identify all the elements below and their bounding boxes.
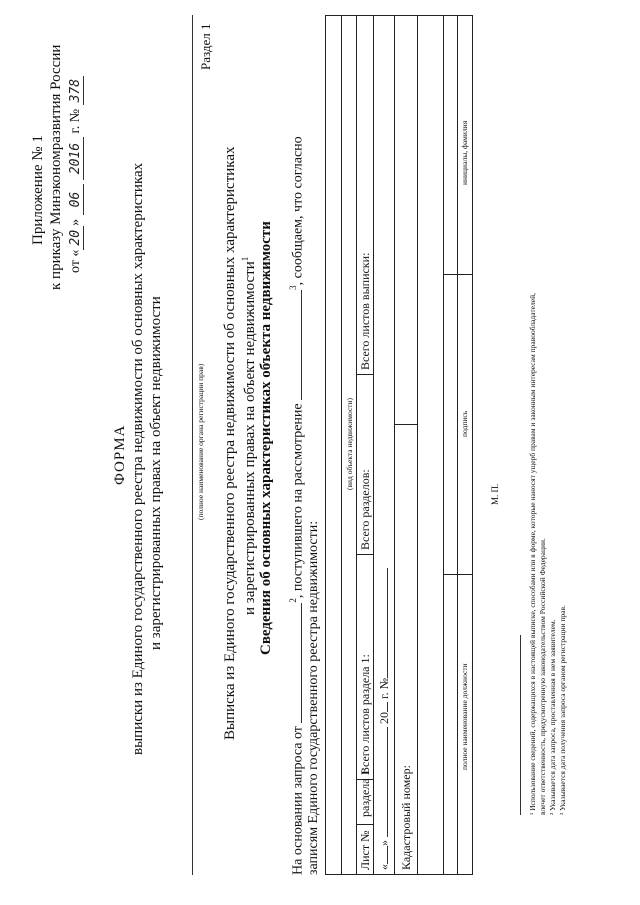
extract-title-1: Выписка из Единого государственного реестра недвижимости об основных характеристиках <box>222 146 238 740</box>
handwritten-day: 20 <box>68 226 84 250</box>
position-caption: полное наименование должности <box>460 663 469 770</box>
basis-line-2: записям Единого государственного реестра недвижимости: <box>306 520 321 875</box>
appendix-order: к приказу Минэкономразвития России <box>48 44 64 290</box>
total-sections-label: Всего разделов: <box>358 469 372 550</box>
date-row: «» 20 г. № <box>377 568 392 870</box>
total-sheets-section-label: Всего листов раздела 1: <box>358 654 372 775</box>
authority-line <box>192 15 193 875</box>
handwritten-number: 378 <box>68 76 84 105</box>
cadastral-number-label: Кадастровый номер: <box>399 765 413 870</box>
extract-subtitle: Сведения об основных характеристиках объекта недвижимости <box>258 221 274 655</box>
footnote-1: ¹ Использование сведений, содержащихся в настоящей выписке, способами или в форме, которые наносят ущерб правам и законным интересам правообладателей, <box>528 293 537 815</box>
footnote-1-cont: влечет ответственность, предусмотренную законодательством Российской Федерации. <box>538 538 547 815</box>
name-caption: инициалы, фамилия <box>460 120 469 185</box>
handwritten-month: 06 <box>68 184 84 216</box>
appendix-date: от «20» 06 2016 г. № 378 <box>68 76 84 273</box>
object-type-caption: (вид объекта недвижимости) <box>345 397 354 490</box>
footnote-ref-1: 1 <box>240 256 250 262</box>
form-title: ФОРМА <box>112 424 128 485</box>
footnote-separator <box>520 635 521 815</box>
signature-caption: подпись <box>460 410 469 437</box>
stamp-place: М. П. <box>490 483 500 505</box>
authority-caption: (полное наименование органа регистрации прав) <box>196 363 205 520</box>
handwritten-year: 2016 <box>68 137 84 180</box>
section-1-label: раздела 1 <box>358 769 372 817</box>
form-subtitle-1: выписки из Единого государственного реестра недвижимости об основных характеристиках <box>130 162 146 755</box>
extract-title-2: и зарегистрированных правах на объект недвижимости$^1$ <box>240 256 258 615</box>
section-label: Раздел 1 <box>198 23 213 70</box>
total-sheets-extract-label: Всего листов выписки: <box>358 252 372 370</box>
footnote-3: ³ Указывается дата получения запроса органом регистрации прав. <box>558 605 567 815</box>
form-subtitle-2: и зарегистрированных правах на объект недвижимости <box>148 296 164 650</box>
appendix-number: Приложение № 1 <box>30 135 46 245</box>
basis-line-1: На основании запроса от $^2$, поступившего на рассмотрение $^3$, сообщаем, что согласно <box>288 136 306 875</box>
footnote-2: ² Указывается дата запроса, проставленная в нем заявителем. <box>548 619 557 815</box>
sheet-number-label: Лист № <box>358 830 372 870</box>
